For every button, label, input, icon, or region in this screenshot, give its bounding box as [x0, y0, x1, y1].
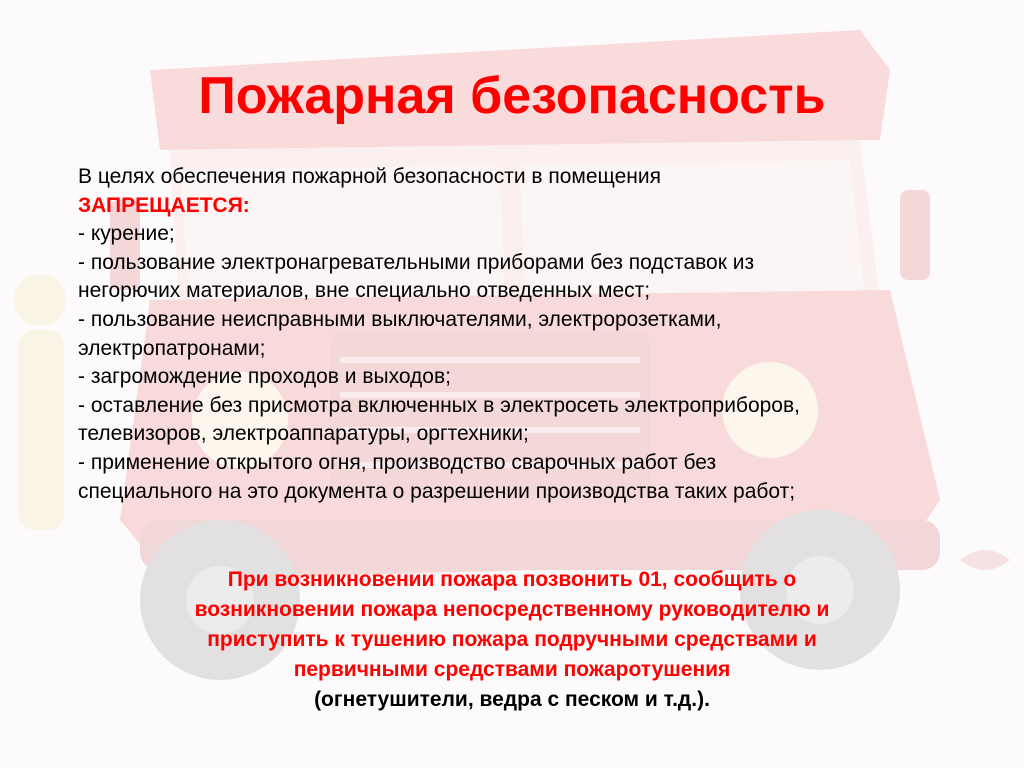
intro-text: В целях обеспечения пожарной безопасности в помещения: [78, 165, 661, 188]
notice-line: первичными средствами пожаротушения: [293, 658, 731, 681]
notice-line: возникновении пожара непосредственному руководителю и: [194, 598, 830, 621]
rule-line: электропатронами;: [78, 336, 266, 360]
slide-title: Пожарная безопасность: [198, 67, 826, 125]
rule-line: - оставление без присмотра включенных в электросеть электроприборов,: [78, 393, 800, 417]
notice-tail: (огнетушители, ведра с песком и т.д.).: [314, 688, 710, 711]
rule-line: негорючих материалов, вне специально отведенных мест;: [78, 279, 651, 303]
rule-line: - загромождение проходов и выходов;: [78, 365, 451, 389]
rule-line: - пользование электронагревательными приборами без подставок из: [78, 250, 755, 274]
emergency-notice: [0, 565, 1024, 715]
rules-text-block: [78, 163, 998, 506]
notice-line: приступить к тушению пожара подручными средствами и: [207, 628, 817, 651]
rule-line: - применение открытого огня, производство сварочных работ без: [78, 450, 717, 474]
rule-line: телевизоров, электроаппаратуры, оргтехники;: [78, 422, 529, 446]
rule-line: специального на это документа о разрешении производства таких работ;: [78, 479, 796, 503]
forbidden-label: ЗАПРЕЩАЕТСЯ:: [78, 193, 250, 217]
notice-line: При возникновении пожара позвонить 01, сообщить о: [227, 568, 797, 591]
rule-line: - курение;: [78, 222, 175, 246]
rule-line: - пользование неисправными выключателями, электророзетками,: [78, 307, 722, 331]
